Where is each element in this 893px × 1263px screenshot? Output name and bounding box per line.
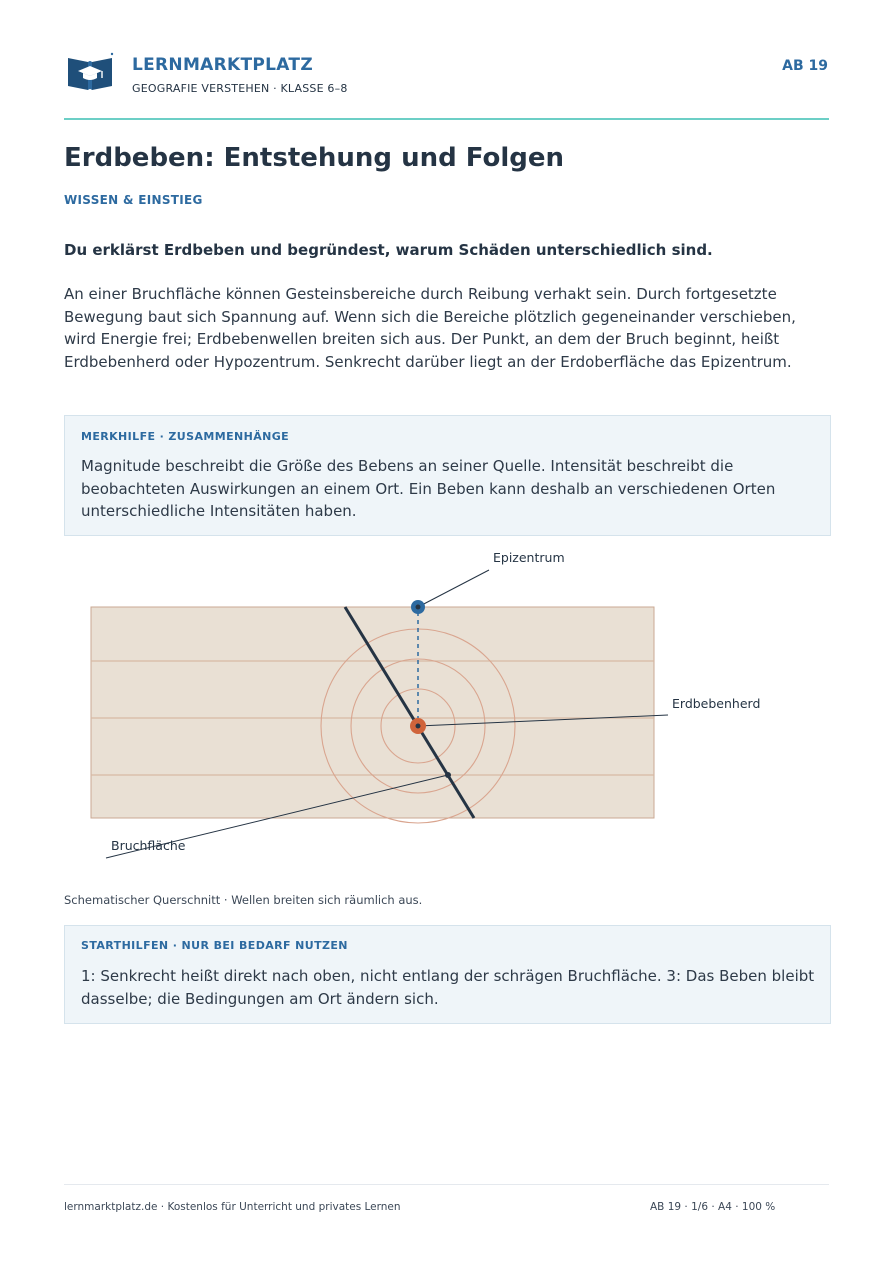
starthilfen-box [64, 925, 831, 1024]
intro-paragraph: An einer Bruchfläche können Gesteinsbereiche durch Reibung verhakt sein. Durch fortgesetzte Bewegung baut sich Spannung auf. Wenn sich die Bereiche plötzlich gegeneinander verschieben, wird Energie frei; Erdbebenwellen breiten sich aus. Der Punkt, an dem der Bruch beginnt, heißt Erdbebenherd oder Hypozentrum. Senkrecht darüber liegt an der Erdoberfläche das Epizentrum. [64, 285, 796, 371]
lead-sentence: Du erklärst Erdbeben und begründest, warum Schäden unterschiedlich sind. [64, 241, 713, 259]
section-label: WISSEN & EINSTIEG [64, 193, 203, 207]
epicenter-core [416, 605, 421, 610]
footer-page-info: AB 19 · 1/6 · A4 · 100 % [650, 1201, 776, 1213]
course-subtitle: GEOGRAFIE VERSTEHEN · KLASSE 6–8 [132, 82, 348, 95]
ground-block [91, 607, 654, 818]
starthilfen-text: 1: Senkrecht heißt direkt nach oben, nicht entlang der schrägen Bruchfläche. 3: Das Beben bleibt dasselbe; die Bedingungen am Ort ändern sich. [81, 967, 815, 1008]
sheet-id: AB 19 [782, 58, 828, 74]
page-title: Erdbeben: Entstehung und Folgen [64, 143, 564, 173]
epizentrum-leader [418, 570, 489, 607]
brand-name: LERNMARKTPLATZ [132, 55, 313, 75]
hypocenter-core [416, 724, 421, 729]
fault-marker [445, 772, 451, 778]
footer-divider [64, 1184, 829, 1185]
merkhilfe-text: Magnitude beschreibt die Größe des Bebens an seiner Quelle. Intensität beschreibt die beobachteten Auswirkungen an einem Ort. Ein Beben kann deshalb an verschiedenen Orten unterschiedliche Intensitäten haben. [81, 457, 776, 520]
starthilfen-label: STARTHILFEN · NUR BEI BEDARF NUTZEN [81, 939, 348, 952]
diagram-caption: Schematischer Querschnitt · Wellen breiten sich räumlich aus. [64, 893, 423, 907]
label-erdbebenherd: Erdbebenherd [672, 696, 761, 711]
label-bruchflaeche: Bruchfläche [111, 838, 186, 853]
label-epizentrum: Epizentrum [493, 550, 565, 565]
footer-source: lernmarktplatz.de · Kostenlos für Unterricht und privates Lernen [64, 1201, 401, 1213]
merkhilfe-label: MERKHILFE · ZUSAMMENHÄNGE [81, 430, 290, 443]
